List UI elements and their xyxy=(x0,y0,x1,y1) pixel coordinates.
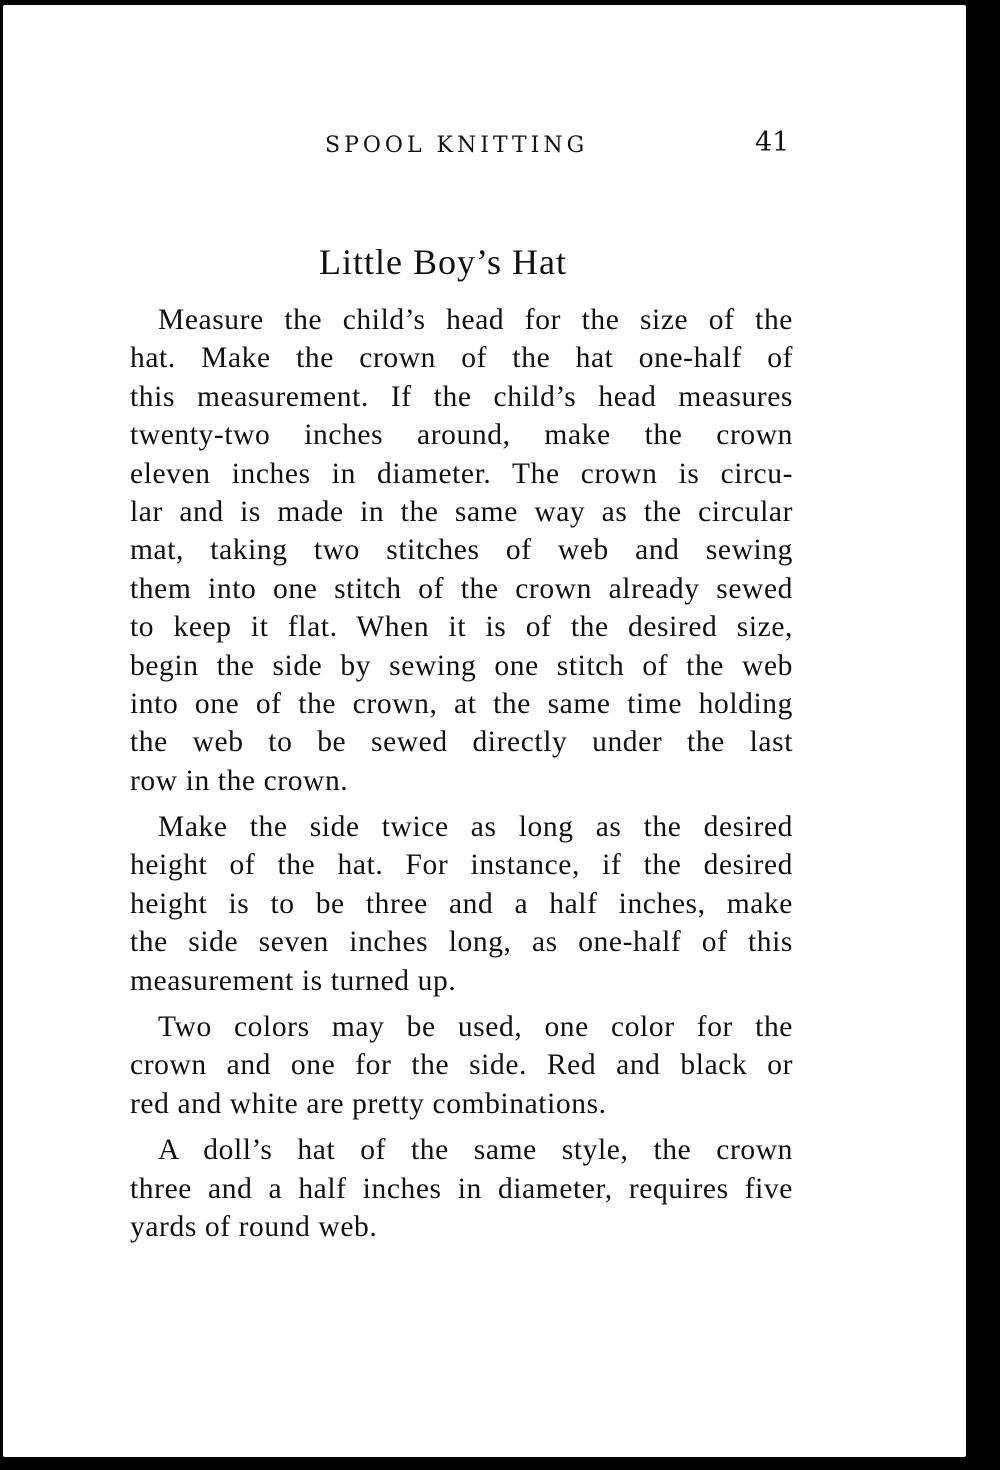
text-line: crown and one for the side. Red and black or xyxy=(130,1049,793,1082)
paragraph xyxy=(130,808,793,1000)
text-line: hat. Make the crown of the hat one-half of xyxy=(130,342,793,375)
text-line: height is to be three and a half inches, make xyxy=(130,887,793,920)
page-header xyxy=(3,127,966,167)
text-line: them into one stitch of the crown already sewed xyxy=(130,572,793,605)
text-line: lar and is made in the same way as the circular xyxy=(130,495,793,528)
section-title: Little Boy’s Hat xyxy=(319,242,567,282)
paragraph xyxy=(130,301,793,800)
text-line: red and white are pretty combinations. xyxy=(130,1087,607,1120)
text-line: into one of the crown, at the same time holding xyxy=(130,687,793,720)
running-title: SPOOL KNITTING xyxy=(325,133,589,158)
text-line: this measurement. If the child’s head measures xyxy=(130,380,793,413)
text-line: yards of round web. xyxy=(130,1210,378,1243)
paragraph xyxy=(130,1131,793,1246)
text-line: measurement is turned up. xyxy=(130,964,457,997)
text-line: to keep it flat. When it is of the desired size, xyxy=(130,611,793,644)
book-page xyxy=(3,5,966,1457)
page-number: 41 xyxy=(755,127,790,158)
text-line: Measure the child’s head for the size of the xyxy=(158,304,793,336)
text-line: row in the crown. xyxy=(130,764,349,797)
text-line: twenty-two inches around, make the crown xyxy=(130,419,793,452)
text-line: the side seven inches long, as one-half of this xyxy=(130,926,793,959)
body-text xyxy=(130,301,793,1254)
text-line: height of the hat. For instance, if the desired xyxy=(130,849,793,882)
paragraph xyxy=(130,1008,793,1123)
text-line: A doll’s hat of the same style, the crown xyxy=(158,1134,793,1167)
text-line: three and a half inches in diameter, requires five xyxy=(130,1172,793,1205)
text-line: Make the side twice as long as the desired xyxy=(158,811,793,844)
text-line: Two colors may be used, one color for the xyxy=(158,1011,793,1044)
text-line: eleven inches in diameter. The crown is circu- xyxy=(130,457,793,490)
text-line: begin the side by sewing one stitch of the web xyxy=(130,649,793,682)
text-line: mat, taking two stitches of web and sewing xyxy=(130,534,793,567)
text-line: the web to be sewed directly under the last xyxy=(130,726,793,759)
